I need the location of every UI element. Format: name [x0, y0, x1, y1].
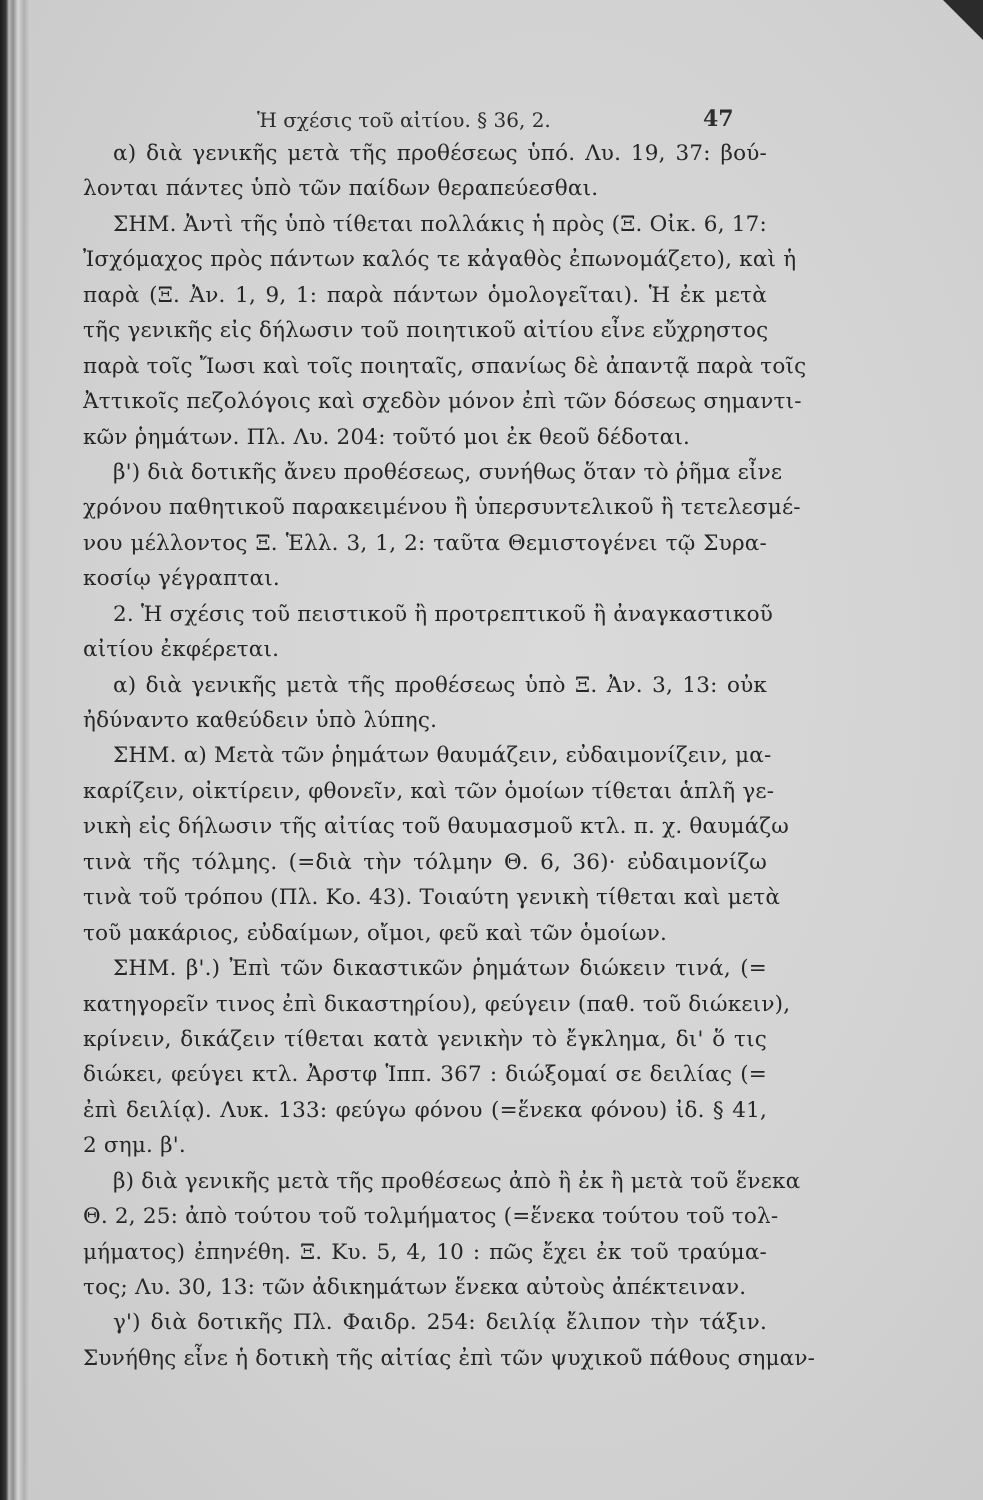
text-line: Συνήθης εἶνε ἡ δοτικὴ τῆς αἰτίας ἐπὶ τῶν ψυχικοῦ πάθους σημαν-: [83, 1345, 816, 1371]
text-line: ΣΗΜ. β'.) Ἐπὶ τῶν δικαστικῶν ῥημάτων διώκειν τινά, (=: [113, 956, 767, 982]
text-line: 2 σημ. β'.: [83, 1133, 186, 1159]
text-line: τινὰ τοῦ τρόπου (Πλ. Κο. 43). Τοιαύτη γενικὴ τίθεται καὶ μετὰ: [83, 885, 781, 911]
text-line: τοῦ μακάριος, εὐδαίμων, οἴμοι, φεῦ καὶ τῶν ὁμοίων.: [83, 920, 668, 946]
text-line: κοσίῳ γέγραπται.: [83, 566, 280, 592]
text-line: Ἀττικοῖς πεζολόγοις καὶ σχεδὸν μόνον ἐπὶ τῶν δόσεως σημαντι-: [83, 389, 802, 415]
text-line: 2. Ἡ σχέσις τοῦ πειστικοῦ ἢ προτρεπτικοῦ ἢ ἀναγκαστικοῦ: [113, 601, 773, 627]
text-line: Ἰσχόμαχος πρὸς πάντων καλός τε κἀγαθὸς ἐπωνομάζετο), καὶ ἡ: [83, 247, 797, 273]
page-number: 47: [703, 106, 734, 132]
text-line: β') διὰ δοτικῆς ἄνευ προθέσεως, συνήθως ὅταν τὸ ῥῆμα εἶνε: [113, 459, 783, 485]
text-line: α) διὰ γενικῆς μετὰ τῆς προθέσεως ὑπό. Λυ. 19, 37: βού-: [113, 141, 767, 166]
text-line: χρόνου παθητικοῦ παρακειμένου ἢ ὑπερσυντελικοῦ ἢ τετελεσμέ-: [83, 495, 801, 521]
running-head: Ἡ σχέσις τοῦ αἰτίου. § 36, 2.: [257, 108, 551, 132]
text-line: ἐπὶ δειλίᾳ). Λυκ. 133: φεύγω φόνου (=ἕνεκα φόνου) ἰδ. § 41,: [83, 1097, 767, 1123]
text-line: διώκει, φεύγει κτλ. Ἀρστφ Ἱππ. 367 : διώξομαί σε δειλίας (=: [83, 1062, 767, 1088]
text-line: λονται πάντες ὑπὸ τῶν παίδων θεραπεύεσθαι.: [83, 176, 599, 202]
text-line: Θ. 2, 25: ἀπὸ τούτου τοῦ τολμήματος (=ἕνεκα τούτου τοῦ τολ-: [83, 1204, 779, 1230]
text-line: ἠδύναντο καθεύδειν ὑπὸ λύπης.: [83, 708, 438, 733]
text-line: νου μέλλοντος Ξ. Ἑλλ. 3, 1, 2: ταῦτα Θεμιστογένει τῷ Συρα-: [83, 530, 767, 556]
text-line: παρὰ τοῖς Ἴωσι καὶ τοῖς ποιηταῖς, σπανίως δὲ ἀπαντᾷ παρὰ τοῖς: [83, 353, 807, 379]
book-binding-edge: [0, 0, 30, 1500]
text-line: κατηγορεῖν τινος ἐπὶ δικαστηρίου), φεύγειν (παθ. τοῦ διώκειν),: [83, 991, 791, 1017]
page-header: [30, 104, 983, 138]
text-line: α) διὰ γενικῆς μετὰ τῆς προθέσεως ὑπὸ Ξ. Ἀν. 3, 13: οὐκ: [113, 672, 767, 698]
body-text: [83, 136, 816, 1376]
text-line: β) διὰ γενικῆς μετὰ τῆς προθέσεως ἀπὸ ἢ ἐκ ἢ μετὰ τοῦ ἕνεκα: [113, 1168, 801, 1194]
text-line: γ') διὰ δοτικῆς Πλ. Φαιδρ. 254: δειλίᾳ ἔλιπον τὴν τάξιν.: [113, 1310, 767, 1336]
page-corner: [943, 0, 983, 40]
text-line: τινὰ τῆς τόλμης. (=διὰ τὴν τόλμην Θ. 6, 36)· εὐδαιμονίζω: [83, 849, 767, 875]
book-page: [30, 0, 983, 1500]
text-line: τος; Λυ. 30, 13: τῶν ἀδικημάτων ἕνεκα αὐτοὺς ἀπέκτειναν.: [83, 1275, 747, 1300]
text-line: καρίζειν, οἰκτίρειν, φθονεῖν, καὶ τῶν ὁμοίων τίθεται ἁπλῆ γε-: [83, 778, 775, 804]
text-line: αἰτίου ἐκφέρεται.: [83, 637, 280, 663]
text-line: ΣΗΜ. Ἀντὶ τῆς ὑπὸ τίθεται πολλάκις ἡ πρὸς (Ξ. Οἰκ. 6, 17:: [113, 211, 767, 237]
text-line: παρὰ (Ξ. Ἀν. 1, 9, 1: παρὰ πάντων ὁμολογεῖται). Ἡ ἐκ μετὰ: [83, 282, 767, 308]
text-line: νικὴ εἰς δήλωσιν τῆς αἰτίας τοῦ θαυμασμοῦ κτλ. π. χ. θαυμάζω: [83, 814, 790, 840]
text-line: μήματος) ἐπηνέθη. Ξ. Κυ. 5, 4, 10 : πῶς ἔχει ἐκ τοῦ τραύμα-: [83, 1239, 767, 1265]
text-line: ΣΗΜ. α) Μετὰ τῶν ῥημάτων θαυμάζειν, εὐδαιμονίζειν, μα-: [113, 743, 772, 769]
text-line: κρίνειν, δικάζειν τίθεται κατὰ γενικὴν τὸ ἔγκλημα, δι' ὅ τις: [83, 1026, 767, 1052]
text-line: κῶν ῥημάτων. Πλ. Λυ. 204: τοῦτό μοι ἐκ θεοῦ δέδοται.: [83, 424, 691, 450]
text-line: τῆς γενικῆς εἰς δήλωσιν τοῦ ποιητικοῦ αἰτίου εἶνε εὔχρηστος: [83, 318, 769, 344]
